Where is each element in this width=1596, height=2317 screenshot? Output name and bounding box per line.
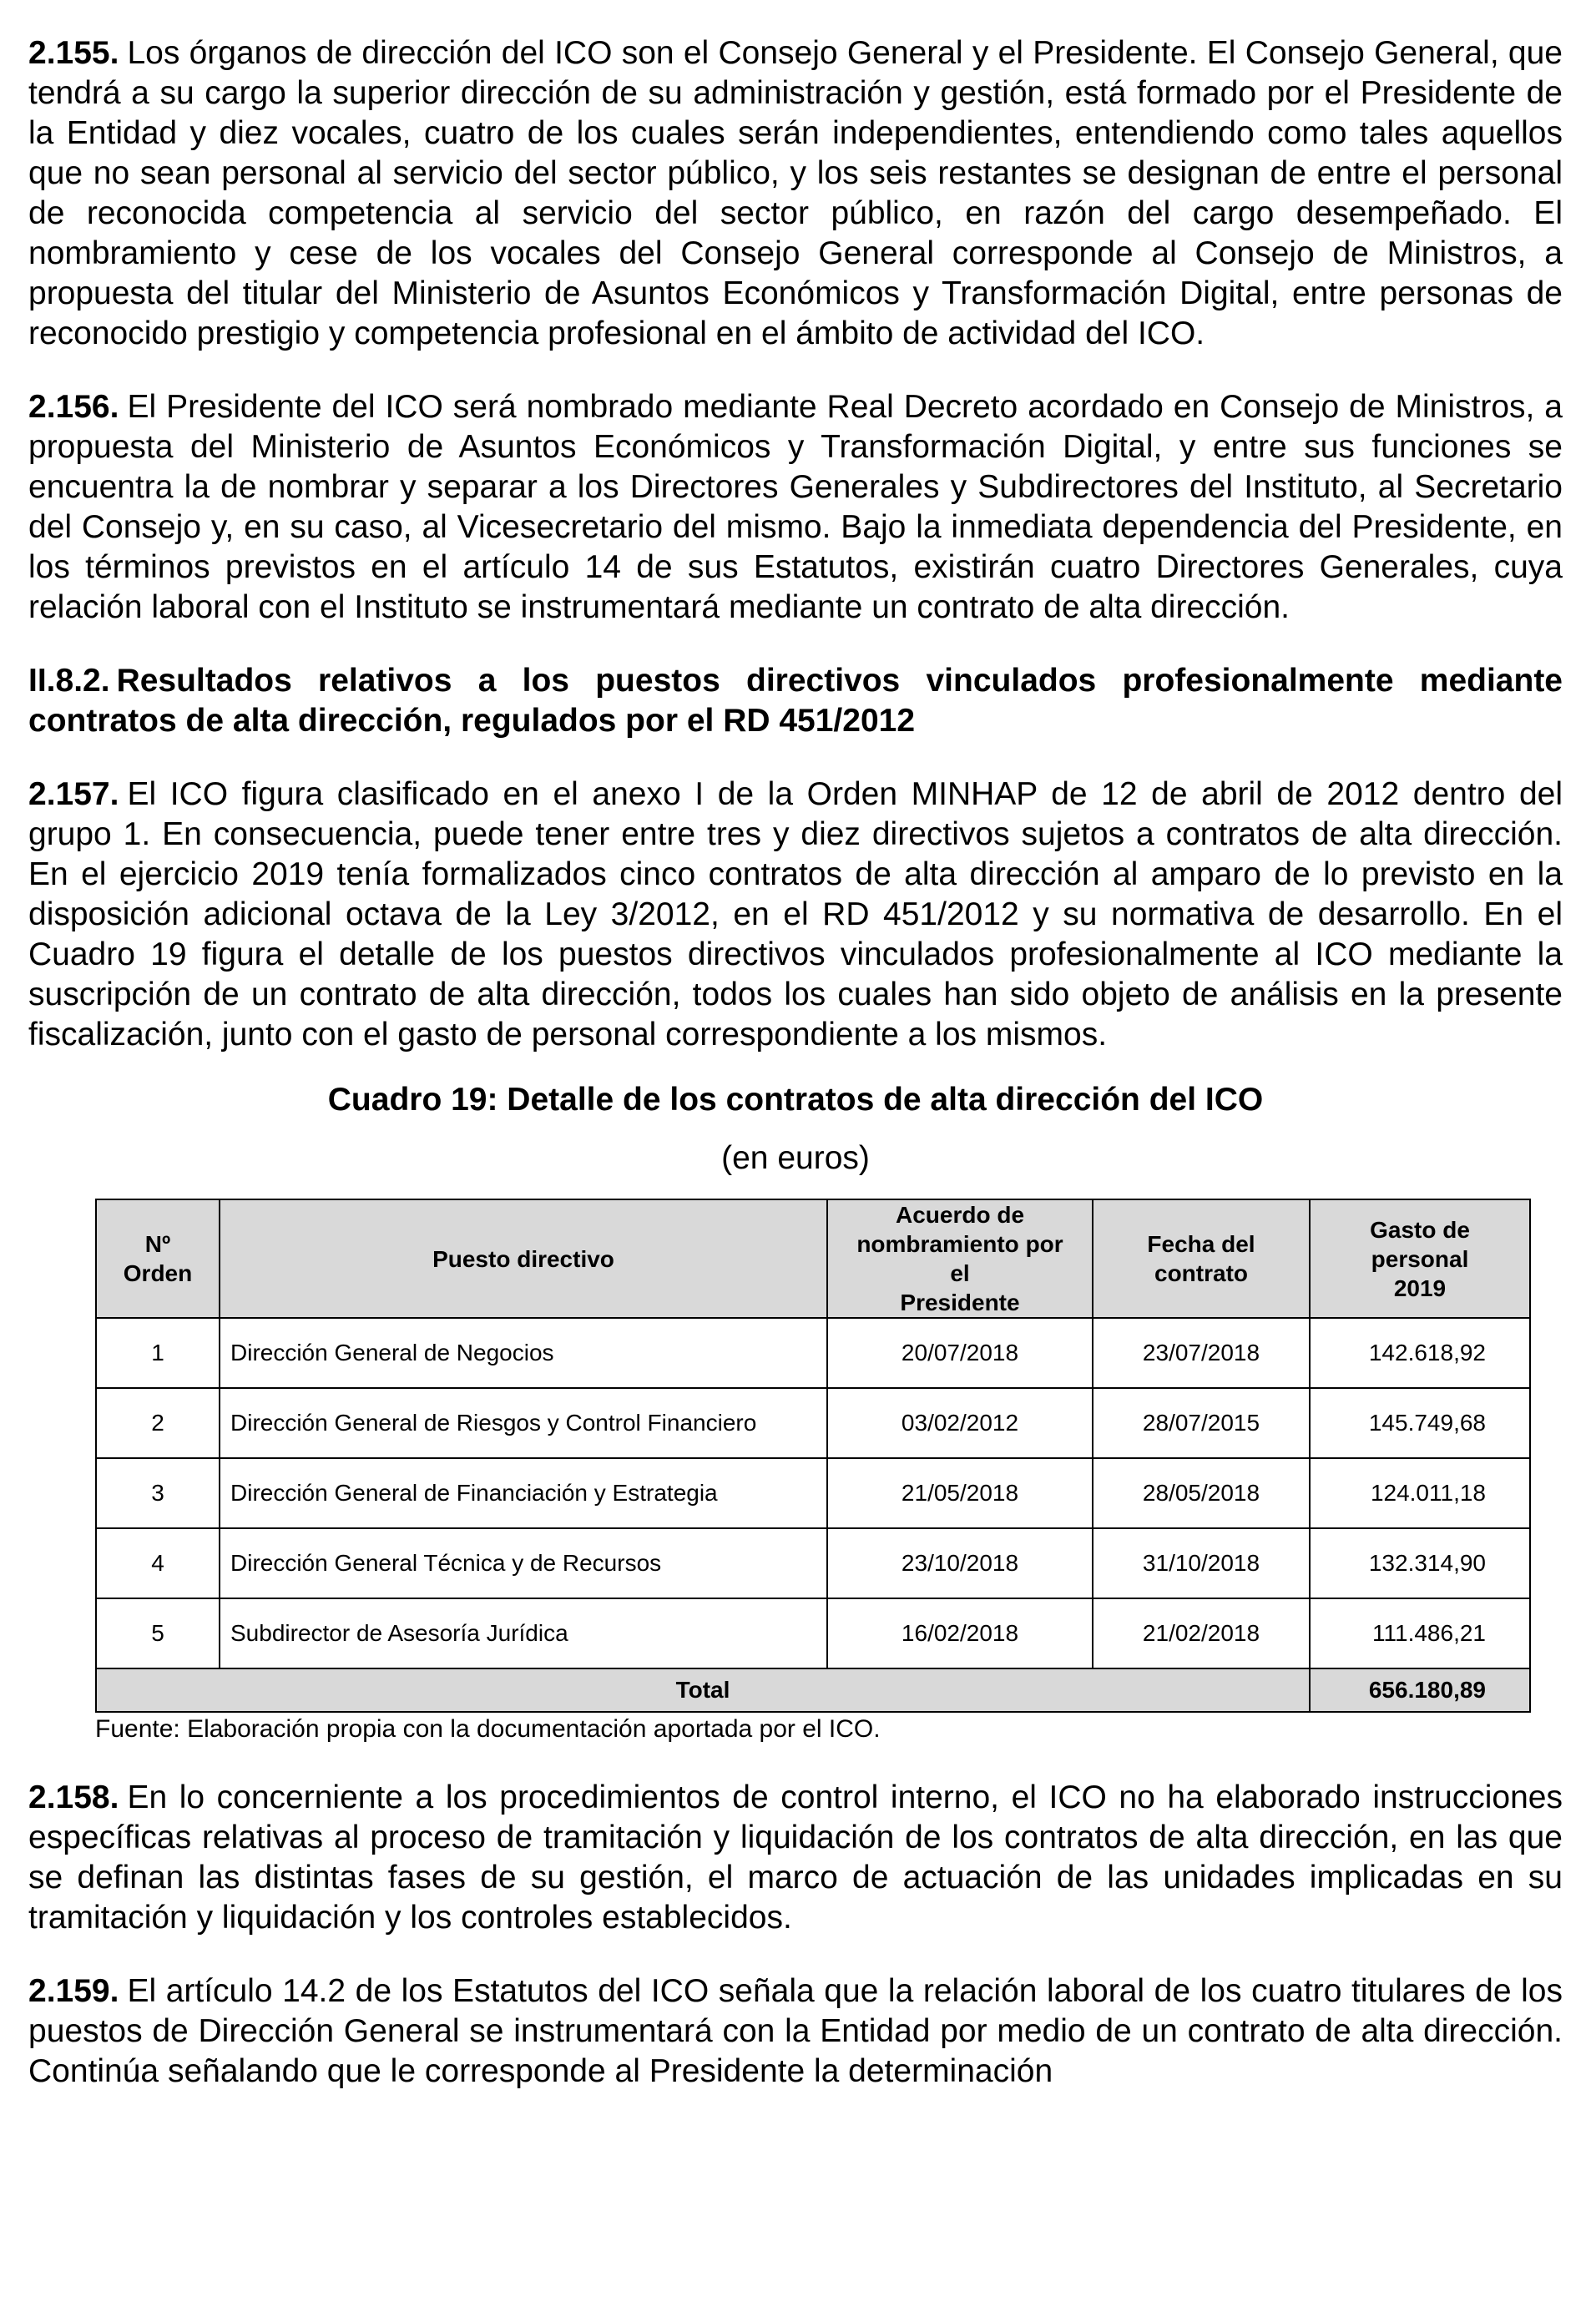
table-total-row: [96, 1668, 1530, 1712]
document-page: [28, 33, 1563, 2092]
cell-puesto: Dirección General de Financiación y Estrategia: [220, 1458, 827, 1528]
cell-gasto: 142.618,92: [1310, 1318, 1530, 1388]
table-source: Fuente: Elaboración propia con la documentación aportada por el ICO.: [95, 1715, 881, 1743]
section-title: Resultados relativos a los puestos directivos vinculados profesionalmente mediante contratos de alta dirección, regulados por el RD 451/2012: [28, 663, 1563, 739]
cell-gasto: 132.314,90: [1310, 1528, 1530, 1598]
header-puesto: Puesto directivo: [220, 1199, 827, 1318]
cell-puesto: Dirección General Técnica y de Recursos: [220, 1528, 827, 1598]
cell-acuerdo: 03/02/2012: [827, 1388, 1093, 1458]
cell-fecha: 28/05/2018: [1093, 1458, 1310, 1528]
cell-acuerdo: 23/10/2018: [827, 1528, 1093, 1598]
contracts-table: [95, 1199, 1531, 1713]
paragraph-number: 2.159.: [28, 1973, 119, 2009]
table-unit: (en euros): [721, 1140, 870, 1176]
table-row: [96, 1598, 1530, 1668]
cell-fecha: 23/07/2018: [1093, 1318, 1310, 1388]
cell-orden: 3: [96, 1458, 220, 1528]
paragraph-text: Los órganos de dirección del ICO son el Consejo General y el Presidente. El Consejo General, que tendrá a su cargo la superior dirección de su administración y gestión, está formado por el Presidente de la Entidad y diez vocales, cuatro de los cuales serán independientes, entendiendo como tales aquellos que no sean personal al servicio del sector público, y los seis restantes se designan de entre el personal de reconocida competencia al servicio del sector público, en razón del cargo desempeñado. El nombramiento y cese de los vocales del Consejo General corresponde al Consejo de Ministros, a propuesta del titular del Ministerio de Asuntos Económicos y Transformación Digital, entre personas de reconocido prestigio y competencia profesional en el ámbito de actividad del ICO.: [28, 35, 1563, 351]
cell-orden: 4: [96, 1528, 220, 1598]
paragraph-number: 2.157.: [28, 776, 119, 812]
cell-fecha: 31/10/2018: [1093, 1528, 1310, 1598]
cell-fecha: 21/02/2018: [1093, 1598, 1310, 1668]
header-gasto: Gasto de personal 2019: [1310, 1199, 1530, 1318]
paragraph-2-159: [28, 1971, 1563, 2092]
cell-orden: 2: [96, 1388, 220, 1458]
table-header-row: [96, 1199, 1530, 1318]
cell-acuerdo: 16/02/2018: [827, 1598, 1093, 1668]
header-orden: Nº Orden: [96, 1199, 220, 1318]
cell-puesto: Subdirector de Asesoría Jurídica: [220, 1598, 827, 1668]
paragraph-text: El Presidente del ICO será nombrado mediante Real Decreto acordado en Consejo de Ministros, a propuesta del Ministerio de Asuntos Económicos y Transformación Digital, y entre sus funciones se encuentra la de nombrar y separar a los Directores Generales y Subdirectores del Instituto, al Secretario del Consejo y, en su caso, al Vicesecretario del mismo. Bajo la inmediata dependencia del Presidente, en los términos previstos en el artículo 14 de sus Estatutos, existirán cuatro Directores Generales, cuya relación laboral con el Instituto se instrumentará mediante un contrato de alta dirección.: [28, 389, 1563, 625]
cell-acuerdo: 21/05/2018: [827, 1458, 1093, 1528]
paragraph-2-158: [28, 1778, 1563, 1938]
section-heading: [28, 661, 1563, 741]
header-fecha: Fecha del contrato: [1093, 1199, 1310, 1318]
paragraph-2-155: [28, 33, 1563, 354]
table-row: [96, 1318, 1530, 1388]
header-acuerdo: Acuerdo de nombramiento por el Presidente: [827, 1199, 1093, 1318]
section-number: II.8.2.: [28, 663, 110, 699]
paragraph-number: 2.158.: [28, 1779, 119, 1815]
cell-gasto: 145.749,68: [1310, 1388, 1530, 1458]
paragraph-number: 2.156.: [28, 389, 119, 425]
paragraph-2-157: [28, 775, 1563, 1055]
total-label: Total: [96, 1668, 1310, 1712]
paragraph-text: El ICO figura clasificado en el anexo I de la Orden MINHAP de 12 de abril de 2012 dentro del grupo 1. En consecuencia, puede tener entre tres y diez directivos sujetos a contratos de alta dirección. En el ejercicio 2019 tenía formalizados cinco contratos de alta dirección al amparo de lo previsto en la disposición adicional octava de la Ley 3/2012, en el RD 451/2012 y su normativa de desarrollo. En el Cuadro 19 figura el detalle de los puestos directivos vinculados profesionalmente al ICO mediante la suscripción de un contrato de alta dirección, todos los cuales han sido objeto de análisis en la presente fiscalización, junto con el gasto de personal correspondiente a los mismos.: [28, 776, 1563, 1052]
cell-fecha: 28/07/2015: [1093, 1388, 1310, 1458]
cell-orden: 1: [96, 1318, 220, 1388]
cell-puesto: Dirección General de Negocios: [220, 1318, 827, 1388]
table-row: [96, 1528, 1530, 1598]
cell-acuerdo: 20/07/2018: [827, 1318, 1093, 1388]
table-row: [96, 1458, 1530, 1528]
cell-gasto: 124.011,18: [1310, 1458, 1530, 1528]
total-value: 656.180,89: [1310, 1668, 1530, 1712]
cell-puesto: Dirección General de Riesgos y Control Financiero: [220, 1388, 827, 1458]
table-title: Cuadro 19: Detalle de los contratos de alta dirección del ICO: [327, 1082, 1264, 1118]
cell-gasto: 111.486,21: [1310, 1598, 1530, 1668]
paragraph-2-156: [28, 387, 1563, 628]
paragraph-text: El artículo 14.2 de los Estatutos del ICO señala que la relación laboral de los cuatro titulares de los puestos de Dirección General se instrumentará con la Entidad por medio de un contrato de alta dirección. Continúa señalando que le corresponde al Presidente la determinación: [28, 1973, 1563, 2089]
paragraph-text: En lo concerniente a los procedimientos de control interno, el ICO no ha elaborado instrucciones específicas relativas al proceso de tramitación y liquidación de los contratos de alta dirección, en las que se definan las distintas fases de su gestión, el marco de actuación de las unidades implicadas en su tramitación y liquidación y los controles establecidos.: [28, 1779, 1563, 1936]
cell-orden: 5: [96, 1598, 220, 1668]
paragraph-number: 2.155.: [28, 35, 119, 71]
table-row: [96, 1388, 1530, 1458]
